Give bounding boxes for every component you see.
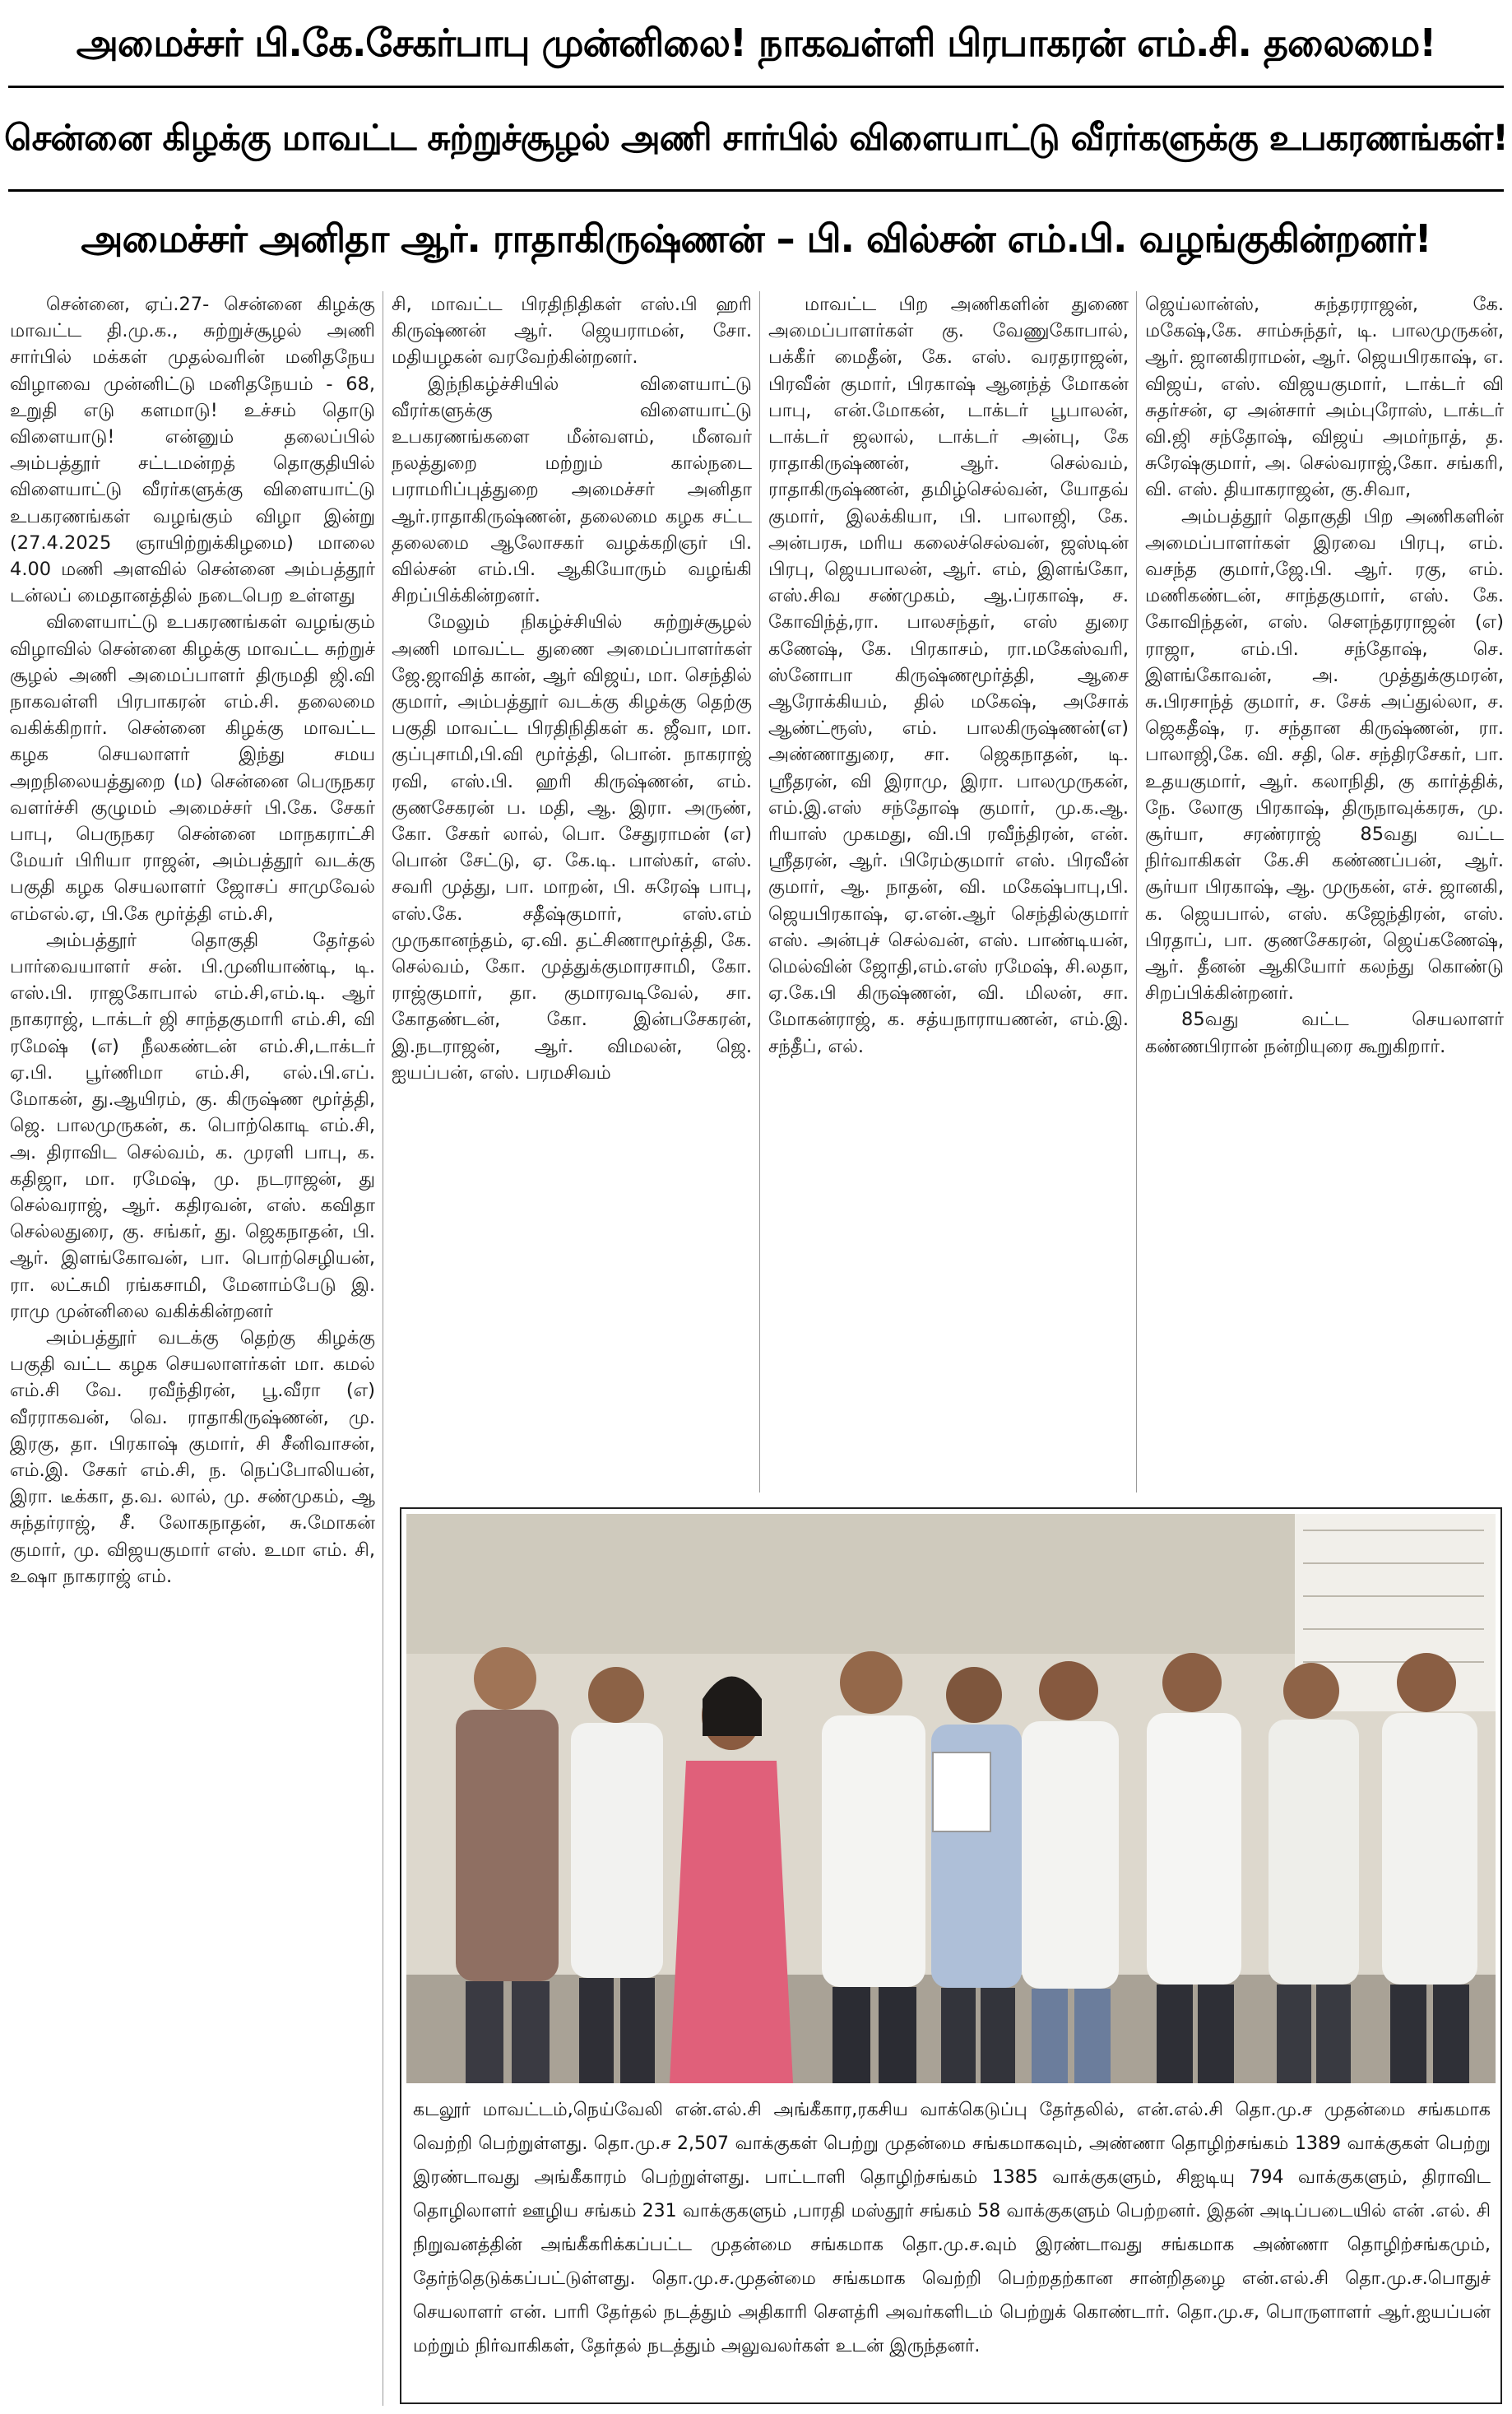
article-column-4 xyxy=(1145,291,1504,1493)
headline-sub: அமைச்சர் அனிதா ஆர். ராதாகிருஷ்ணன் – பி. வில்சன் எம்.பி. வழங்குகின்றனர்! xyxy=(81,216,1431,261)
headline-divider xyxy=(8,189,1504,192)
article-paragraph: மேலும் நிகழ்ச்சியில் சுற்றுச்சூழல் அணி மாவட்ட துணை அமைப்பாளர்கள் ஜே.ஜாவித் கான், ஆர் விஜய், மா. செந்தில் குமார், அம்பத்தூர் வடக்கு கிழக்கு தெற்கு பகுதி மாவட்ட பிரதிநிதிகள் க. ஜீவா, மா. குப்புசாமி,பி.வி மூர்த்தி, பொன். நாகராஜ் ரவி, எஸ்.பி. ஹரி கிருஷ்ணன், எம். குணசேகரன் ப. மதி, ஆ. இரா. அருண், கோ. சேகர் லால், பொ. சேதுராமன் (எ) பொன் சேட்டு, ஏ. கே.டி. பாஸ்கர், எஸ். சவரி முத்து, பா. மாறன், பி. சுரேஷ் பாபு, எஸ்.கே. சதீஷ்குமார், எஸ்.எம் முருகானந்தம், ஏ.வி. தட்சிணாமூர்த்தி, கே. செல்வம், கோ. முத்துக்குமாரசாமி, கோ. ராஜ்குமார், தா. குமாரவடிவேல், சா. கோதண்டன், கோ. இன்பசேகரன், இ.நடராஜன், ஆர். விமலன், ஜெ. ஐயப்பன், எஸ். பரமசிவம் xyxy=(392,611,752,1084)
column-divider xyxy=(759,291,760,1493)
article-paragraph: ஜெய்லான்ஸ், சுந்தரராஜன், கே. மகேஷ்,கே. சாம்சுந்தர், டி. பாலமுருகன், ஆர். ஜானகிராமன், ஆர். ஜெயபிரகாஷ், எ. விஜய், எஸ். விஜயகுமார், டாக்டர் வி சுதர்சன், ஏ அன்சார் அம்புரோஸ், டாக்டர் வி.ஜி சந்தோஷ், விஜய் அமர்நாத், த. சுரேஷ்குமார், அ. செல்வராஜ்,கோ. சங்கரி, வி. எஸ். தியாகராஜன், கு.சிவா, xyxy=(1145,294,1504,501)
article-paragraph: அம்பத்தூர் வடக்கு தெற்கு கிழக்கு பகுதி வட்ட கழக செயலாளர்கள் மா. கமல் எம்.சி வே. ரவீந்திரன், பூ.வீரா (எ) வீரராகவன், வெ. ராதாகிருஷ்ணன், மு. இரகு, தா. பிரகாஷ் குமார், சி சீனிவாசன், எம்.இ. சேகர் எம்.சி, ந. நெப்போலியன், இரா. டீக்கா, த.வ. லால், மு. சண்முகம், ஆ சுந்தர்ராஜ், சீ. லோகநாதன், சு.மோகன் குமார், மு. விஜயகுமார் எஸ். உமா எம். சி, உஷா நாகராஜ் எம். xyxy=(10,1326,375,1587)
article-paragraph: விளையாட்டு உபகரணங்கள் வழங்கும் விழாவில் சென்னை கிழக்கு மாவட்ட சுற்றுச் சூழல் அணி அமைப்பாளர் திருமதி ஜி.வி நாகவள்ளி பிரபாகரன் எம்.சி. தலைமை வகிக்கிறார். சென்னை கிழக்கு மாவட்ட கழக செயலாளர் இந்து சமய அறநிலையத்துறை (ம) சென்னை பெருநகர வளர்ச்சி குழுமம் அமைச்சர் பி.கே. சேகர் பாபு, பெருநகர சென்னை மாநகராட்சி மேயர் பிரியா ராஜன், அம்பத்தூர் வடக்கு பகுதி கழக செயலாளர் ஜோசப் சாமுவேல் எம்எல்.ஏ, பி.கே மூர்த்தி எம்.சி, xyxy=(10,611,375,925)
headline-divider xyxy=(8,86,1504,88)
news-photo xyxy=(406,1514,1496,2083)
article-column-1 xyxy=(10,291,375,2406)
article-paragraph: 85வது வட்ட செயலாளர் கண்ணபிரான் நன்றியுரை கூறுகிறார். xyxy=(1145,1009,1504,1057)
article-paragraph: அம்பத்தூர் தொகுதி பிற அணிகளின் அமைப்பாளர்கள் இரவை பிரபு, எம். வசந்த குமார்,ஜே.பி. ஆர். ரகு, எம். மணிகண்டன், சாந்தகுமார், எஸ். கே. கோவிந்தன், எஸ். சௌந்தரராஜன் (எ) ராஜா, எம்.பி. சந்தோஷ், செ. இளங்கோவன், அ. முத்துக்குமரன், சு.பிரசாந்த் குமார், ச. சேக் அப்துல்லா, ச. ஜெகதீஷ், ர. சந்தான கிருஷ்ணன், ரா. பாலாஜி,கே. வி. சதி, செ. சந்திரசேகர், பா. உதயகுமார், ஆர். கலாநிதி, கு கார்த்திக், நே. லோகு பிரகாஷ், திருநாவுக்கரசு, மு. சூர்யா, சரண்ராஜ் 85வது வட்ட நிர்வாகிகள் கே.சி கண்ணப்பன், ஆர். சூர்யா பிரகாஷ், ஆ. முருகன், எச். ஜானகி, க. ஜெயபால், எஸ். கஜேந்திரன், எஸ். பிரதாப், பா. குணசேகரன், ஜெய்கணேஷ், ஆர். தீனன் ஆகியோர் கலந்து கொண்டு சிறப்பிக்கின்றனர். xyxy=(1145,505,1504,1005)
photo-caption: கடலூர் மாவட்டம்,நெய்வேலி என்.எல்.சி அங்கீகார,ரகசிய வாக்கெடுப்பு தேர்தலில், என்.எல்.சி தொ.மு.ச முதன்மை சங்கமாக வெற்றி பெற்றுள்ளது. தொ.மு.ச 2,507 வாக்குகள் பெற்று முதன்மை சங்கமாகவும், அண்ணா தொழிற்சங்கம் 1389 வாக்குகள் பெற்று இரண்டாவது அங்கீகாரம் பெற்றுள்ளது. பாட்டாளி தொழிற்சங்கம் 1385 வாக்குகளும், சிஐடியு 794 வாக்குகளும், திராவிட தொழிலாளர் ஊழிய சங்கம் 231 வாக்குகளும் ,பாரதி மஸ்தூர் சங்கம் 58 வாக்குகளும் பெற்றனர். இதன் அடிப்படையில் என் .எல். சி நிறுவனத்தின் அங்கீகரிக்கப்பட்ட முதன்மை சங்கமாக தொ.மு.ச.வும் இரண்டாவது சங்கமாக அண்ணா தொழிற்சங்கமும், தேர்ந்தெடுக்கப்பட்டுள்ளது. தொ.மு.ச.முதன்மை சங்கமாக வெற்றி பெற்றதற்கான சான்றிதழை என்.எல்.சி தொ.மு.ச.பொதுச் செயலாளர் என். பாரி தேர்தல் நடத்தும் அதிகாரி சௌத்ரி அவர்களிடம் பெற்றுக் கொண்டார். தொ.மு.ச, பொருளாளர் ஆர்.ஐயப்பன் மற்றும் நிர்வாகிகள், தேர்தல் நடத்தும் அலுவலர்கள் உடன் இருந்தனர். xyxy=(413,2100,1491,2356)
article-column-2 xyxy=(392,291,752,1493)
column-divider xyxy=(1136,291,1137,1493)
article-paragraph: சென்னை, ஏப்.27- சென்னை கிழக்கு மாவட்ட தி.மு.க., சுற்றுச்சூழல் அணி சார்பில் மக்கள் முதல்வரின் மனிதநேய விழாவை முன்னிட்டு மனிதநேயம் - 68, உறுதி எடு களமாடு! உச்சம் தொடு விளையாடு! என்னும் தலைப்பில் அம்பத்தூர் சட்டமன்றத் தொகுதியில் விளையாட்டு வீரர்களுக்கு விளையாட்டு உபகரணங்கள் வழங்கும் விழா இன்று (27.4.2025 ஞாயிற்றுக்கிழமை) மாலை 4.00 மணி அளவில் சென்னை அம்பத்தூர் டன்லப் மைதானத்தில் நடைபெற உள்ளது xyxy=(10,294,375,607)
article-paragraph: இந்நிகழ்ச்சியில் விளையாட்டு வீரர்களுக்கு விளையாட்டு உபகரணங்களை மீன்வளம், மீனவர் நலத்துறை மற்றும் கால்நடை பராமரிப்புத்துறை அமைச்சர் அனிதா ஆர்.ராதாகிருஷ்ணன், தலைமை கழக சட்ட தலைமை ஆலோசகர் வழக்கறிஞர் பி. வில்சன் எம்.பி. ஆகியோரும் வழங்கி சிறப்பிக்கின்றனர். xyxy=(392,373,752,607)
article-paragraph: மாவட்ட பிற அணிகளின் துணை அமைப்பாளர்கள் கு. வேணுகோபால், பக்கீர் மைதீன், கே. எஸ். வரதராஜன், பிரவீன் குமார், பிரகாஷ் ஆனந்த் மோகன் பாபு, என்.மோகன், டாக்டர் பூபாலன், டாக்டர் ஜலால், டாக்டர் அன்பு, கே ராதாகிருஷ்ணன், ஆர். செல்வம், ராதாகிருஷ்ணன், தமிழ்செல்வன், யோதவ் குமார், இலக்கியா, பி. பாலாஜி, கே. அன்பரசு, மரிய கலைச்செல்வன், ஜஸ்டின் பிரபு, ஜெயபாலன், ஆர். எம், இளங்கோ, எஸ்.சிவ சண்முகம், ஆ.ப்ரகாஷ், ச. கோவிந்த்,ரா. பாலசந்தர், எஸ் துரை கணேஷ், கே. பிரகாசம், ரா.மகேஸ்வரி, ஸ்னோபா கிருஷ்ணமூர்த்தி, ஆசை ஆரோக்கியம், தில் மகேஷ், அசோக் ஆண்ட்ரூஸ், எம். பாலகிருஷ்ணன்(எ) அண்ணாதுரை, சா. ஜெகநாதன், டி. ஸ்ரீதரன், வி இராமு, இரா. பாலமுருகன், எம்.இ.எஸ் சந்தோஷ் குமார், மு.க.ஆ. ரியாஸ் முகமது, வி.பி ரவீந்திரன், என். ஸ்ரீதரன், ஆர். பிரேம்குமார் எஸ். பிரவீன் குமார், ஆ. நாதன், வி. மகேஷ்பாபு,பி. ஜெயபிரகாஷ், ஏ.என்.ஆர் செந்தில்குமார் எஸ். அன்புச் செல்வன், எஸ். பாண்டியன், மெல்வின் ஜோதி,எம்.எஸ் ரமேஷ், சி.லதா, ஏ.கே.பி கிருஷ்ணன், வி. மிலன், சா. மோகன்ராஜ், க. சத்யநாராயணன், எம்.இ. சந்தீப், எல். xyxy=(768,294,1129,1057)
article-paragraph: அம்பத்தூர் தொகுதி தேர்தல் பார்வையாளர் சன். பி.முனியாண்டி, டி. எஸ்.பி. ராஜகோபால் எம்.சி,எம்.டி. ஆர் நாகராஜ், டாக்டர் ஜி சாந்தகுமாரி எம்.சி, வி ரமேஷ் (எ) நீலகண்டன் எம்.சி,டாக்டர் ஏ.பி. பூர்ணிமா எம்.சி, எல்.பி.எப். மோகன், து.ஆயிரம், கு. கிருஷ்ண மூர்த்தி, ஜெ. பாலமுருகன், க. பொற்கொடி எம்.சி, அ. திராவிட செல்வம், க. முரளி பாபு, க. கதிஜா, மா. ரமேஷ், மு. நடராஜன், து செல்வராஜ், ஆர். கதிரவன், எஸ். கவிதா செல்லதுரை, கு. சங்கர், து. ஜெகநாதன், பி. ஆர். இளங்கோவன், பா. பொற்செழியன், ரா. லட்சுமி ரங்கசாமி, மேனாம்பேடு இ. ராமு முன்னிலை வகிக்கின்றனர் xyxy=(10,929,375,1322)
headline-main: சென்னை கிழக்கு மாவட்ட சுற்றுச்சூழல் அணி சார்பில் விளையாட்டு வீரர்களுக்கு உபகரணங்கள்! xyxy=(4,118,1508,159)
news-photo-box xyxy=(400,1507,1502,2404)
headline-top: அமைச்சர் பி.கே.சேகர்பாபு முன்னிலை! நாகவள்ளி பிரபாகரன் எம்.சி. தலைமை! xyxy=(76,21,1436,65)
article-column-3 xyxy=(768,291,1129,1493)
article-paragraph: சி, மாவட்ட பிரதிநிதிகள் எஸ்.பி ஹரி கிருஷ்ணன் ஆர். ஜெயராமன், சோ. மதியழகன் வரவேற்கின்றனர். xyxy=(392,294,752,369)
